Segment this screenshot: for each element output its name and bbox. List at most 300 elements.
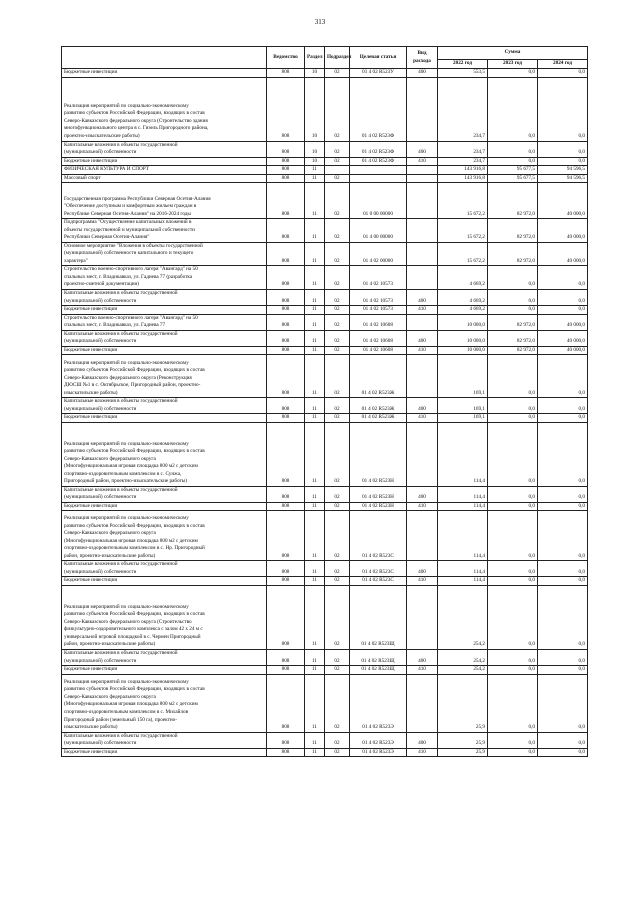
table-body: [62, 69, 588, 757]
table-row: [62, 174, 588, 183]
row-expense-type: 410: [407, 346, 438, 355]
row-name: Реализация мероприятий по социально-экономическому развитию субъектов Российской Федерации, входящих в состав Северо-Кавказского федерального округа (Реконструкция ДЮСШ №1 в с. Октябрьское, Пригородный район, проектно- изыскательские работы): [62, 355, 267, 398]
row-amount-2024: 40 000,0: [538, 242, 588, 266]
table-row: [62, 748, 588, 757]
row-razdel: 11: [305, 346, 325, 355]
row-amount-2023: 0,0: [488, 306, 538, 315]
row-vedomstvo: 808: [267, 748, 305, 757]
row-podrazdel: [325, 166, 350, 175]
row-podrazdel: 02: [325, 330, 350, 346]
row-amount-2022: 10 000,0: [438, 314, 488, 330]
row-amount-2024: 40 000,0: [538, 314, 588, 330]
table-row: [62, 157, 588, 166]
row-podrazdel: 02: [325, 69, 350, 78]
row-vedomstvo: 808: [267, 69, 305, 78]
row-amount-2023: 0,0: [488, 289, 538, 305]
row-amount-2022: 25,9: [438, 732, 488, 748]
row-name: Капитальные вложения в объекты государственной (муниципальной) собственности: [62, 486, 267, 502]
row-vedomstvo: 808: [267, 330, 305, 346]
row-podrazdel: 02: [325, 157, 350, 166]
row-podrazdel: 02: [325, 586, 350, 650]
row-razdel: 11: [305, 674, 325, 732]
row-podrazdel: 02: [325, 502, 350, 511]
row-amount-2023: 0,0: [488, 414, 538, 423]
row-target-article: 01 4 02 R523С: [350, 511, 407, 561]
row-amount-2022: 254,2: [438, 650, 488, 666]
header-sum: Сумма: [438, 47, 588, 60]
row-razdel: 10: [305, 69, 325, 78]
row-target-article: 01 4 02 R523Ф: [350, 157, 407, 166]
row-name: Основное мероприятие "Вложения в объекты государственной (муниципальной) собственности капитального и текущего характера": [62, 242, 267, 266]
row-razdel: 11: [305, 355, 325, 398]
row-target-article: 01 4 02 R523С: [350, 577, 407, 586]
row-vedomstvo: 808: [267, 174, 305, 183]
row-name: Строительство военно-спортивного лагеря "Авангард" на 50 спальных мест, г. Владикавказ, ул. Гадиева 77: [62, 314, 267, 330]
row-amount-2022: 254,2: [438, 666, 488, 675]
row-amount-2024: 0,0: [538, 732, 588, 748]
row-expense-type: 400: [407, 561, 438, 577]
table-row: [62, 314, 588, 330]
row-name: Капитальные вложения в объекты государственной (муниципальной) собственности: [62, 398, 267, 414]
table-row: [62, 330, 588, 346]
row-amount-2023: 0,0: [488, 732, 538, 748]
row-razdel: 11: [305, 166, 325, 175]
row-podrazdel: 02: [325, 398, 350, 414]
row-name: ФИЗИЧЕСКАЯ КУЛЬТУРА И СПОРТ: [62, 166, 267, 175]
row-razdel: 11: [305, 577, 325, 586]
row-amount-2022: 10 000,0: [438, 330, 488, 346]
table-row: [62, 511, 588, 561]
row-podrazdel: 02: [325, 141, 350, 157]
row-podrazdel: 02: [325, 242, 350, 266]
row-amount-2024: 0,0: [538, 586, 588, 650]
header-year-2023: 2023 год: [488, 60, 538, 69]
row-expense-type: [407, 511, 438, 561]
row-target-article: 01 4 02 R523Н: [350, 486, 407, 502]
row-razdel: 11: [305, 266, 325, 290]
row-target-article: 01 4 00 00000: [350, 219, 407, 243]
row-name: Бюджетные инвестиции: [62, 414, 267, 423]
row-podrazdel: 02: [325, 314, 350, 330]
row-amount-2023: 0,0: [488, 398, 538, 414]
row-amount-2023: 0,0: [488, 586, 538, 650]
row-amount-2024: 0,0: [538, 486, 588, 502]
row-name: Реализация мероприятий по социально-экономическому развитию субъектов Российской Федерации, входящих в состав Северо-Кавказского федерального округа (Строительство здания многофункционального центра в с. Гизель Пригородного района, проектно-изыскательские работы): [62, 77, 267, 141]
row-vedomstvo: 808: [267, 511, 305, 561]
row-expense-type: 400: [407, 650, 438, 666]
header-target-article: Целевая статья: [350, 47, 407, 69]
row-podrazdel: 02: [325, 266, 350, 290]
row-amount-2023: 82 972,0: [488, 183, 538, 219]
row-razdel: 11: [305, 219, 325, 243]
row-podrazdel: 02: [325, 414, 350, 423]
row-podrazdel: 02: [325, 306, 350, 315]
row-expense-type: 400: [407, 732, 438, 748]
row-amount-2024: 0,0: [538, 398, 588, 414]
row-amount-2022: 114,4: [438, 502, 488, 511]
row-amount-2024: 0,0: [538, 69, 588, 78]
row-podrazdel: 02: [325, 174, 350, 183]
row-name: Бюджетные инвестиции: [62, 69, 267, 78]
row-podrazdel: 02: [325, 346, 350, 355]
row-name: Бюджетные инвестиции: [62, 502, 267, 511]
row-expense-type: [407, 422, 438, 486]
row-podrazdel: 02: [325, 486, 350, 502]
row-podrazdel: 02: [325, 561, 350, 577]
row-podrazdel: 02: [325, 422, 350, 486]
row-podrazdel: 02: [325, 577, 350, 586]
row-expense-type: [407, 674, 438, 732]
row-vedomstvo: 808: [267, 398, 305, 414]
budget-table: [61, 46, 588, 757]
header-year-2024: 2024 год: [538, 60, 588, 69]
row-razdel: 11: [305, 183, 325, 219]
row-razdel: 11: [305, 174, 325, 183]
row-expense-type: 400: [407, 398, 438, 414]
row-amount-2024: 0,0: [538, 674, 588, 732]
row-target-article: 01 4 02 R523Э: [350, 732, 407, 748]
row-name: Бюджетные инвестиции: [62, 157, 267, 166]
header-expense-type: Вид расхода: [407, 47, 438, 69]
table-row: [62, 502, 588, 511]
row-razdel: 11: [305, 306, 325, 315]
row-amount-2023: 0,0: [488, 422, 538, 486]
row-target-article: 01 4 02 10608: [350, 314, 407, 330]
row-amount-2023: 0,0: [488, 69, 538, 78]
row-amount-2022: 4 669,2: [438, 289, 488, 305]
row-amount-2022: 234,7: [438, 157, 488, 166]
row-amount-2023: 0,0: [488, 561, 538, 577]
row-amount-2023: 0,0: [488, 141, 538, 157]
row-vedomstvo: 808: [267, 486, 305, 502]
row-target-article: 01 4 02 R523Э: [350, 748, 407, 757]
table-row: [62, 650, 588, 666]
row-vedomstvo: 808: [267, 674, 305, 732]
row-vedomstvo: 808: [267, 586, 305, 650]
row-amount-2022: 25,9: [438, 748, 488, 757]
row-amount-2022: 4 669,2: [438, 306, 488, 315]
row-amount-2024: 0,0: [538, 266, 588, 290]
row-amount-2024: 0,0: [538, 77, 588, 141]
row-amount-2024: 40 000,0: [538, 219, 588, 243]
row-razdel: 11: [305, 666, 325, 675]
table-row: [62, 306, 588, 315]
row-amount-2022: 169,1: [438, 355, 488, 398]
row-vedomstvo: 808: [267, 561, 305, 577]
row-amount-2022: 143 916,8: [438, 166, 488, 175]
row-podrazdel: 02: [325, 355, 350, 398]
row-expense-type: 400: [407, 69, 438, 78]
table-row: [62, 69, 588, 78]
row-target-article: 01 4 02 R523Н: [350, 502, 407, 511]
row-razdel: 11: [305, 502, 325, 511]
row-expense-type: 410: [407, 502, 438, 511]
row-name: Строительство военно-спортивного лагеря "Авангард" на 50 спальных мест, г. Владикавказ, ул. Гадиева 77 (разработка проектно-сметной документации): [62, 266, 267, 290]
row-amount-2023: 95 677,5: [488, 166, 538, 175]
row-amount-2024: 0,0: [538, 306, 588, 315]
row-amount-2023: 0,0: [488, 577, 538, 586]
header-year-2022: 2022 год: [438, 60, 488, 69]
row-vedomstvo: 808: [267, 577, 305, 586]
row-target-article: [350, 174, 407, 183]
row-amount-2023: 82 972,0: [488, 330, 538, 346]
row-expense-type: 400: [407, 486, 438, 502]
row-amount-2024: 0,0: [538, 748, 588, 757]
row-name: Капитальные вложения в объекты государственной (муниципальной) собственности: [62, 732, 267, 748]
row-vedomstvo: 808: [267, 306, 305, 315]
row-name: Бюджетные инвестиции: [62, 346, 267, 355]
row-name: Государственная программа Республики Северная Осетия-Алания "Обеспечение доступным и комфортным жильем граждан в Республике Северная Осетия-Алания" на 2016-2024 годы: [62, 183, 267, 219]
table-row: [62, 355, 588, 398]
row-amount-2023: 0,0: [488, 511, 538, 561]
row-expense-type: [407, 355, 438, 398]
row-amount-2022: 553,5: [438, 69, 488, 78]
row-podrazdel: 02: [325, 666, 350, 675]
row-podrazdel: 02: [325, 748, 350, 757]
row-vedomstvo: 808: [267, 219, 305, 243]
row-expense-type: 400: [407, 289, 438, 305]
row-target-article: 01 4 02 10608: [350, 346, 407, 355]
row-podrazdel: 02: [325, 77, 350, 141]
row-name: Подпрограмма "Осуществление капитальных вложений в объекты государственной и муниципальной собственности Республики Северная Осетия-Алания": [62, 219, 267, 243]
row-expense-type: [407, 314, 438, 330]
row-amount-2022: 114,4: [438, 561, 488, 577]
row-amount-2022: 114,4: [438, 486, 488, 502]
row-target-article: 01 4 02 R523Н: [350, 422, 407, 486]
table-row: [62, 183, 588, 219]
row-name: Бюджетные инвестиции: [62, 666, 267, 675]
row-razdel: 11: [305, 398, 325, 414]
row-vedomstvo: 808: [267, 242, 305, 266]
table-row: [62, 266, 588, 290]
row-vedomstvo: 808: [267, 166, 305, 175]
row-podrazdel: 02: [325, 650, 350, 666]
row-amount-2022: 114,4: [438, 577, 488, 586]
row-vedomstvo: 808: [267, 77, 305, 141]
row-target-article: 01 4 02 10608: [350, 330, 407, 346]
row-amount-2024: 0,0: [538, 141, 588, 157]
row-name: Капитальные вложения в объекты государственной (муниципальной) собственности: [62, 561, 267, 577]
row-name: Бюджетные инвестиции: [62, 748, 267, 757]
row-expense-type: [407, 166, 438, 175]
row-vedomstvo: 808: [267, 157, 305, 166]
table-row: [62, 577, 588, 586]
row-amount-2024: 0,0: [538, 422, 588, 486]
table-row: [62, 242, 588, 266]
row-razdel: 11: [305, 414, 325, 423]
row-podrazdel: 02: [325, 219, 350, 243]
row-target-article: 01 4 02 R523Ж: [350, 414, 407, 423]
row-target-article: 01 4 02 R523Щ: [350, 650, 407, 666]
row-podrazdel: 02: [325, 674, 350, 732]
row-razdel: 11: [305, 242, 325, 266]
row-vedomstvo: 808: [267, 414, 305, 423]
row-podrazdel: 02: [325, 732, 350, 748]
row-expense-type: 400: [407, 330, 438, 346]
row-vedomstvo: 808: [267, 422, 305, 486]
row-amount-2023: 82 972,0: [488, 219, 538, 243]
row-target-article: 01 4 02 R523С: [350, 561, 407, 577]
row-amount-2023: 0,0: [488, 266, 538, 290]
header-name: [62, 47, 267, 69]
row-amount-2023: 0,0: [488, 748, 538, 757]
row-vedomstvo: 808: [267, 502, 305, 511]
row-amount-2022: 114,4: [438, 511, 488, 561]
row-amount-2024: 0,0: [538, 561, 588, 577]
row-vedomstvo: 808: [267, 355, 305, 398]
table-row: [62, 346, 588, 355]
table-row: [62, 666, 588, 675]
row-amount-2023: 0,0: [488, 674, 538, 732]
row-name: Капитальные вложения в объекты государственной (муниципальной) собственности: [62, 141, 267, 157]
row-amount-2022: 234,7: [438, 77, 488, 141]
row-name: Капитальные вложения в объекты государственной (муниципальной) собственности: [62, 650, 267, 666]
row-amount-2022: 114,4: [438, 422, 488, 486]
row-amount-2024: 0,0: [538, 502, 588, 511]
table-row: [62, 141, 588, 157]
table-row: [62, 414, 588, 423]
row-razdel: 11: [305, 289, 325, 305]
row-vedomstvo: 808: [267, 732, 305, 748]
table-row: [62, 289, 588, 305]
row-expense-type: 410: [407, 306, 438, 315]
row-target-article: 01 4 02 R523У: [350, 69, 407, 78]
row-amount-2022: 254,2: [438, 586, 488, 650]
row-razdel: 11: [305, 561, 325, 577]
table-row: [62, 486, 588, 502]
row-podrazdel: 02: [325, 183, 350, 219]
row-name: Реализация мероприятий по социально-экономическому развитию субъектов Российской Федерации, входящих в состав Северо-Кавказского федерального округа (Многофункциональная игровая площадка 800 м2 с детским спортивно-оздоровительным комплексом в с. Нр. Пригородный район, проектно-изыскательские работы): [62, 511, 267, 561]
row-amount-2022: 25,9: [438, 674, 488, 732]
row-amount-2022: 169,1: [438, 414, 488, 423]
row-razdel: 11: [305, 732, 325, 748]
table-row: [62, 674, 588, 732]
row-expense-type: [407, 586, 438, 650]
row-amount-2023: 0,0: [488, 77, 538, 141]
row-razdel: 11: [305, 486, 325, 502]
row-vedomstvo: 808: [267, 141, 305, 157]
row-expense-type: [407, 174, 438, 183]
row-expense-type: 410: [407, 666, 438, 675]
row-target-article: 01 4 02 10573: [350, 289, 407, 305]
row-target-article: 01 4 02 R523Ф: [350, 77, 407, 141]
row-razdel: 11: [305, 330, 325, 346]
row-target-article: 01 4 02 R523Щ: [350, 586, 407, 650]
row-vedomstvo: 808: [267, 346, 305, 355]
row-razdel: 11: [305, 314, 325, 330]
row-target-article: 01 4 02 10573: [350, 266, 407, 290]
row-target-article: 01 4 02 R523Ф: [350, 141, 407, 157]
row-vedomstvo: 808: [267, 266, 305, 290]
row-target-article: 01 4 02 10573: [350, 306, 407, 315]
row-amount-2023: 0,0: [488, 666, 538, 675]
row-target-article: 01 0 00 00000: [350, 183, 407, 219]
row-expense-type: [407, 219, 438, 243]
row-amount-2024: 40 000,0: [538, 346, 588, 355]
row-expense-type: [407, 242, 438, 266]
row-amount-2024: 0,0: [538, 577, 588, 586]
row-podrazdel: 02: [325, 289, 350, 305]
table-row: [62, 219, 588, 243]
row-name: Бюджетные инвестиции: [62, 306, 267, 315]
row-target-article: 01 4 02 R523Щ: [350, 666, 407, 675]
table-row: [62, 732, 588, 748]
row-amount-2023: 0,0: [488, 486, 538, 502]
row-amount-2023: 82 972,0: [488, 346, 538, 355]
row-amount-2024: 0,0: [538, 289, 588, 305]
row-expense-type: [407, 77, 438, 141]
row-amount-2024: 0,0: [538, 511, 588, 561]
row-amount-2022: 4 669,2: [438, 266, 488, 290]
row-amount-2023: 82 972,0: [488, 242, 538, 266]
row-target-article: 01 4 02 R523Э: [350, 674, 407, 732]
row-target-article: 01 4 02 R523Ж: [350, 355, 407, 398]
row-expense-type: 410: [407, 577, 438, 586]
row-amount-2024: 0,0: [538, 414, 588, 423]
row-expense-type: [407, 183, 438, 219]
row-amount-2022: 15 672,2: [438, 242, 488, 266]
row-vedomstvo: 808: [267, 289, 305, 305]
table-row: [62, 77, 588, 141]
header-podrazdel: Подраздел: [325, 47, 350, 69]
row-vedomstvo: 808: [267, 314, 305, 330]
row-name: Капитальные вложения в объекты государственной (муниципальной) собственности: [62, 289, 267, 305]
row-amount-2024: 0,0: [538, 650, 588, 666]
table-row: [62, 422, 588, 486]
row-target-article: [350, 166, 407, 175]
row-name: Массовый спорт: [62, 174, 267, 183]
row-amount-2022: 10 000,0: [438, 346, 488, 355]
row-razdel: 11: [305, 650, 325, 666]
row-expense-type: 410: [407, 748, 438, 757]
row-name: Реализация мероприятий по социально-экономическому развитию субъектов Российской Федерации, входящих в состав Северо-Кавказского федерального округа (Многофункциональная игровая площадка 800 м2 с детским спортивно-оздоровительным комплексом в с. Сунжа, Пригородный район, проектно-изыскательские работы): [62, 422, 267, 486]
row-target-article: 01 4 02 00000: [350, 242, 407, 266]
table-row: [62, 561, 588, 577]
row-amount-2023: 95 677,5: [488, 174, 538, 183]
row-amount-2023: 0,0: [488, 157, 538, 166]
row-amount-2022: 234,7: [438, 141, 488, 157]
table-row: [62, 586, 588, 650]
row-expense-type: 410: [407, 157, 438, 166]
row-name: Реализация мероприятий по социально-экономическому развитию субъектов Российской Федерации, входящих в состав Северо-Кавказского федерального округа (Строительство физкультурно-оздоровительного комплекса с залом 42 х 24 м с универсальной игровой площадкой в с. Чермен Пригородный район, проектно-изыскательские работы): [62, 586, 267, 650]
row-amount-2024: 0,0: [538, 666, 588, 675]
row-amount-2022: 15 672,2: [438, 183, 488, 219]
row-vedomstvo: 808: [267, 650, 305, 666]
header-razdel: Раздел: [305, 47, 325, 69]
row-name: Бюджетные инвестиции: [62, 577, 267, 586]
row-name: Реализация мероприятий по социально-экономическому развитию субъектов Российской Федерации, входящих в состав Северо-Кавказского федерального округа (Многофункциональная игровая площадка 800 м2 с детским спортивно-оздоровительным комплексом в с. Михайлов Пригородный район (земельный 150 га), проектно- изыскательские работы): [62, 674, 267, 732]
row-amount-2022: 15 672,2: [438, 219, 488, 243]
row-razdel: 11: [305, 511, 325, 561]
page-number: 313: [314, 18, 326, 26]
header-vedomstvo: Ведомство: [267, 47, 305, 69]
row-vedomstvo: 808: [267, 183, 305, 219]
row-expense-type: [407, 266, 438, 290]
row-amount-2024: 40 000,0: [538, 330, 588, 346]
row-amount-2022: 143 916,8: [438, 174, 488, 183]
table-row: [62, 166, 588, 175]
row-razdel: 10: [305, 157, 325, 166]
row-podrazdel: 02: [325, 511, 350, 561]
row-razdel: 11: [305, 586, 325, 650]
row-razdel: 10: [305, 77, 325, 141]
row-target-article: 01 4 02 R523Ж: [350, 398, 407, 414]
row-amount-2023: 0,0: [488, 355, 538, 398]
row-amount-2023: 0,0: [488, 650, 538, 666]
row-amount-2023: 0,0: [488, 502, 538, 511]
row-vedomstvo: 808: [267, 666, 305, 675]
row-amount-2022: 169,1: [438, 398, 488, 414]
